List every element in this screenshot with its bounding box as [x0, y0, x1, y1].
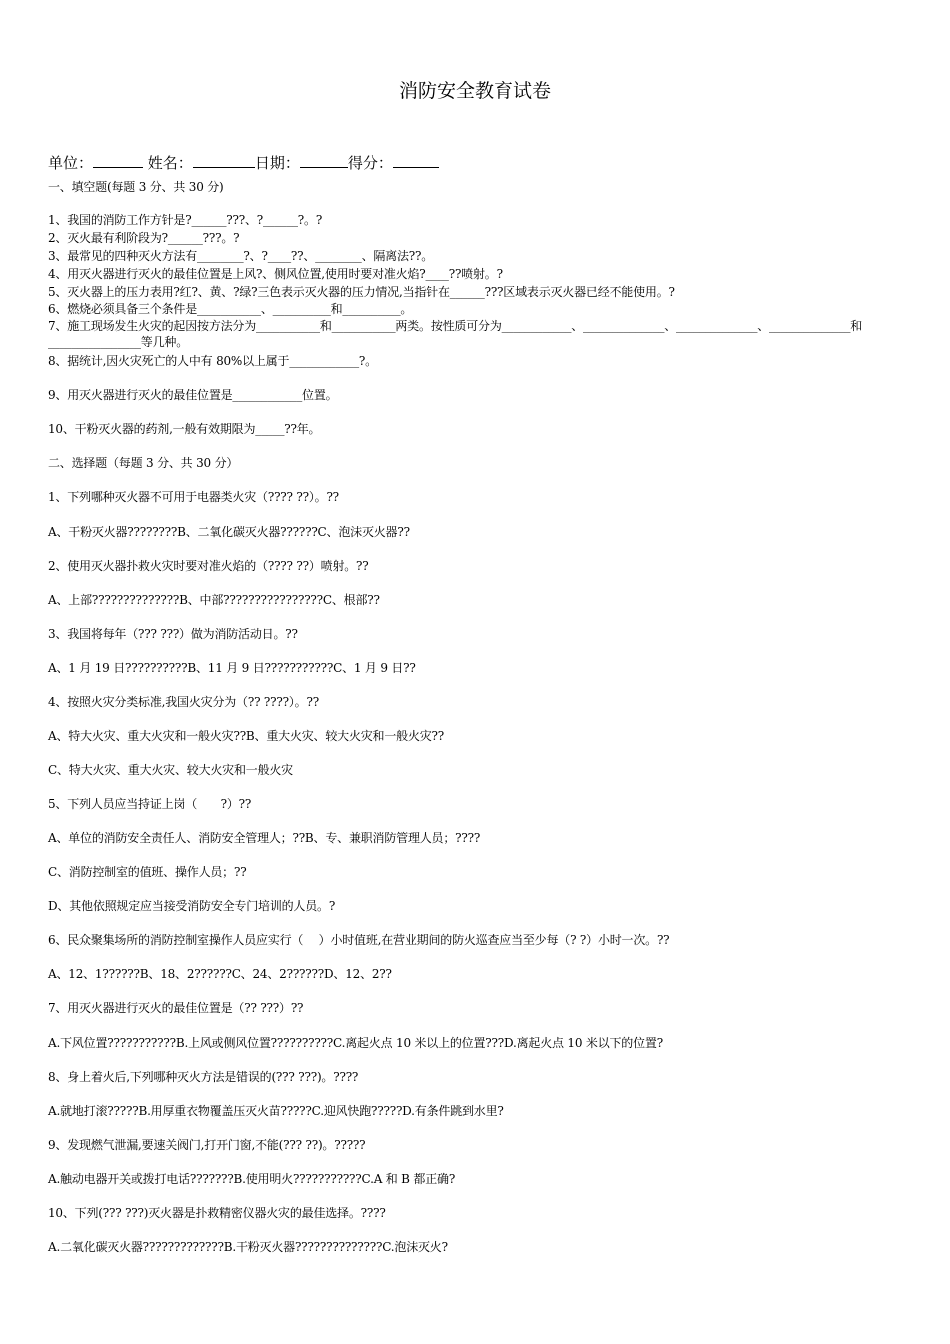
choice-question-2: 2、使用灭火器扑救火灾时要对准火焰的（???? ??）喷射。??	[48, 559, 369, 573]
score-label: 得分：	[347, 154, 393, 172]
name-blank[interactable]	[193, 151, 255, 168]
choice-question-1: 1、下列哪种灭火器不可用于电器类火灾（???? ??）。??	[48, 490, 339, 504]
fill-question-5: 5、灭火器上的压力表用?红?、黄、?绿?三色表示灭火器的压力情况,当指针在______???区域表示灭火器已经不能使用。?	[48, 285, 675, 299]
choice-options-5-d: D、其他依照规定应当接受消防安全专门培训的人员。?	[48, 899, 336, 913]
date-blank[interactable]	[300, 151, 348, 168]
choice-options-8: A.就地打滚?????B.用厚重衣物覆盖压灭火苗?????C.迎风快跑?????D.有条件跳到水里?	[48, 1104, 504, 1118]
choice-options-4-c: C、特大火灾、重大火灾、较大火灾和一般火灾	[48, 763, 293, 777]
choice-options-5-ab: A、单位的消防安全责任人、消防安全管理人；??B、专、兼职消防管理人员；????	[48, 831, 481, 845]
choice-question-8: 8、身上着火后,下列哪种灭火方法是错误的(??? ???)。????	[48, 1070, 359, 1084]
fill-question-9: 9、用灭火器进行灭火的最佳位置是____________位置。	[48, 388, 338, 402]
choice-options-1: A、干粉灭火器????????B、二氧化碳灭火器??????C、泡沫灭火器??	[48, 525, 410, 539]
choice-question-3: 3、我国将每年（??? ???）做为消防活动日。??	[48, 627, 298, 641]
fill-question-4: 4、用灭火器进行灭火的最佳位置是上风?、侧风位置,使用时要对准火焰?____??喷射。?	[48, 267, 503, 281]
choice-question-5: 5、下列人员应当持证上岗（ ?）??	[48, 797, 252, 811]
name-label: 姓名：	[147, 154, 193, 172]
header-info-row	[48, 151, 439, 173]
fill-question-1: 1、我国的消防工作方针是?______???、?______?。?	[48, 213, 323, 227]
section-choice-heading: 二、选择题（每题 3 分、共 30 分）	[48, 456, 239, 470]
page-title: 消防安全教育试卷	[398, 80, 551, 102]
choice-options-2: A、上部??????????????B、中部????????????????C、根部??	[48, 593, 380, 607]
unit-label: 单位：	[48, 154, 94, 172]
fill-question-8: 8、据统计,因火灾死亡的人中有 80%以上属于____________?。	[48, 354, 377, 368]
unit-blank[interactable]	[93, 151, 143, 168]
section-fill-blank-heading: 一、填空题(每题 3 分、共 30 分)	[48, 180, 224, 194]
choice-options-3: A、1 月 19 日??????????B、11 月 9 日???????????C、1 月 9 日??	[48, 661, 416, 675]
fill-question-2: 2、灭火最有利阶段为?______???。?	[48, 231, 240, 245]
choice-question-10: 10、下列(??? ???)灭火器是扑救精密仪器火灾的最佳选择。????	[48, 1206, 386, 1220]
choice-options-6: A、12、1??????B、18、2??????C、24、2??????D、12、2??	[48, 967, 392, 981]
fill-question-3: 3、最常见的四种灭火方法有________?、?____??、________、隔离法??。	[48, 249, 434, 263]
choice-options-7: A.下风位置???????????B.上风或侧风位置??????????C.离起火点 10 米以上的位置???D.离起火点 10 米以下的位置?	[48, 1036, 663, 1050]
fill-question-6: 6、燃烧必须具备三个条件是___________、__________和__________。	[48, 302, 413, 316]
choice-options-10: A.二氧化碳灭火器?????????????B.干粉灭火器??????????????C.泡沫灭火?	[48, 1240, 448, 1254]
choice-question-6: 6、民众聚集场所的消防控制室操作人员应实行（ ）小时值班,在营业期间的防火巡查应当至少每（? ?）小时一次。??	[48, 933, 670, 947]
fill-question-7: 7、施工现场发生火灾的起因按方法分为___________和___________两类。按性质可分为____________、______________、______________、______________和________________等几种。	[48, 319, 863, 349]
choice-question-9: 9、发现燃气泄漏,要速关阀门,打开门窗,不能(??? ??)。?????	[48, 1138, 366, 1152]
choice-options-9: A.触动电器开关或拨打电话???????B.使用明火???????????C.A 和 B 都正确?	[48, 1172, 456, 1186]
date-label: 日期：	[254, 154, 300, 172]
choice-options-4-ab: A、特大火灾、重大火灾和一般火灾??B、重大火灾、较大火灾和一般火灾??	[48, 729, 445, 743]
choice-question-4: 4、按照火灾分类标准,我国火灾分为（?? ????）。??	[48, 695, 319, 709]
choice-question-7: 7、用灭火器进行灭火的最佳位置是（?? ???）??	[48, 1001, 304, 1015]
choice-options-5-c: C、消防控制室的值班、操作人员；??	[48, 865, 247, 879]
score-blank[interactable]	[393, 151, 439, 168]
fill-question-10: 10、干粉灭火器的药剂,一般有效期限为_____??年。	[48, 422, 321, 436]
